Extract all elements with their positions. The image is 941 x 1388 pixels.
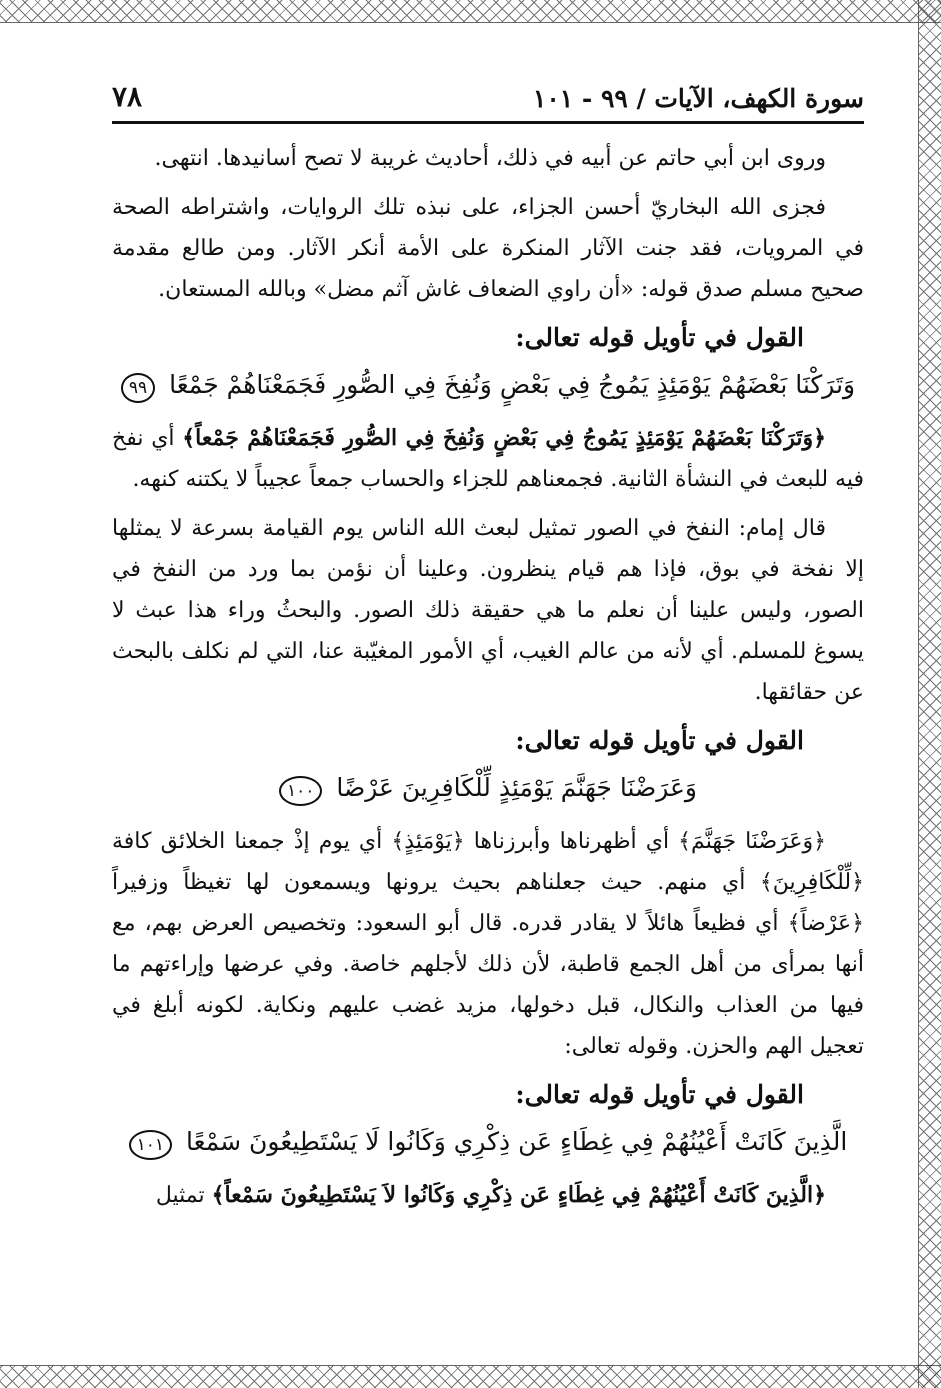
page-number: ٧٨ [112,80,143,113]
ayah-number-marker: ٩٩ [121,373,155,403]
running-head [112,80,864,124]
decorative-border-bottom [0,1365,941,1388]
section-heading-3: القول في تأويل قوله تعالى: [515,1080,804,1109]
verse-text: وَتَرَكْنَا بَعْضَهُمْ يَوْمَئِذٍ يَمُوجُ فِي بَعْضٍ وَنُفِخَ فِي الصُّورِ فَجَمَعْنَاهُمْ جَمْعًا [169,370,856,399]
decorative-border-top [0,0,941,23]
verse-text: الَّذِينَ كَانَتْ أَعْيُنُهُمْ فِي غِطَاءٍ عَن ذِكْرِي وَكَانُوا لَا يَسْتَطِيعُونَ سَمْعًا [186,1127,848,1156]
paragraph-3 [112,418,864,500]
section-heading-2: القول في تأويل قوله تعالى: [515,726,804,755]
quran-verse-101 [112,1119,864,1165]
paragraph-4: قال إمام: النفخ في الصور تمثيل لبعث الله الناس يوم القيامة بسرعة لا يمثلها إلا نفخة في بوق، فإذا هم قيام ينظرون. وعلينا أن نؤمن بما ورد من النفخ في الصور، وليس علينا أن نعلم ما هي حقيقة ذلك الصور. والبحثُ وراء هذا عبث لا يسوغ للمسلم. أي لأنه من عالم الغيب، أي الأمور المغيّبة عنا، التي لم نكلف بالبحث عن حقائقها. [112,516,864,705]
paragraph-2: فجزى الله البخاريّ أحسن الجزاء، على نبذه تلك الروايات، واشتراطه الصحة في المرويات، فقد جنت الآثار المنكرة على الأمة أنكر الآثار. ومن طالع مقدمة صحيح مسلم صدق قوله: «أن راوي الضعاف غاش آثم مضل» وبالله المستعان. [112,195,864,302]
quran-verse-100 [112,765,864,811]
header-title: سورة الكهف، الآيات / ٩٩ - ١٠١ [532,84,864,113]
section-heading-1: القول في تأويل قوله تعالى: [515,323,804,352]
paragraph-1: وروى ابن أبي حاتم عن أبيه في ذلك، أحاديث غريبة لا تصح أسانيدها. انتهى. [154,146,826,171]
quran-verse-99 [112,362,864,408]
ayah-number-marker: ١٠١ [129,1130,172,1160]
book-page [112,80,864,1224]
quoted-verse: ﴿وَتَرَكْنَا بَعْضَهُمْ يَوْمَئِذٍ يَمُوجُ فِي بَعْضٍ وَنُفِخَ فِي الصُّورِ فَجَمَعْنَاهُمْ جَمْعاً﴾ [182,425,826,451]
commentary-text: تمثيل [155,1183,212,1208]
verse-text: وَعَرَضْنَا جَهَنَّمَ يَوْمَئِذٍ لِّلْكَافِرِينَ عَرْضًا [336,773,698,802]
decorative-border-right [918,0,941,1388]
paragraph-5: ﴿وَعَرَضْنَا جَهَنَّمَ﴾ أي أظهرناها وأبرزناها ﴿يَوْمَئِذٍ﴾ أي يوم إذْ جمعنا الخلائق كافة ﴿لِّلْكَافِرِينَ﴾ أي منهم. حيث جعلناهم بحيث يرونها ويسمعون لها تغيظاً وزفيراً ﴿عَرْضاً﴾ أي فظيعاً هائلاً لا يقادر قدره. قال أبو السعود: وتخصيص العرض بهم، مع أنها بمرأى من أهل الجمع قاطبة، لأن ذلك لأجلهم خاصة. وفي عرضها وإراءتهم ما فيها من العذاب والنكال، قبل دخولها، مزيد غضب عليهم ونكاية. لكونه أبلغ في تعجيل الهم والحزن. وقوله تعالى: [112,829,864,1059]
commentary-text: أي نفخ فيه للبعث في النشأة الثانية. فجمعناهم للجزاء والحساب جمعاً عجيباً لا يكتنه كنهه. [112,426,864,492]
ayah-number-marker: ١٠٠ [279,776,322,806]
quoted-verse: ﴿الَّذِينَ كَانَتْ أَعْيُنُهُمْ فِي غِطَاءٍ عَن ذِكْرِي وَكَانُوا لاَ يَسْتَطِيعُونَ سَمْعاً﴾ [211,1182,826,1208]
paragraph-6 [112,1175,864,1216]
